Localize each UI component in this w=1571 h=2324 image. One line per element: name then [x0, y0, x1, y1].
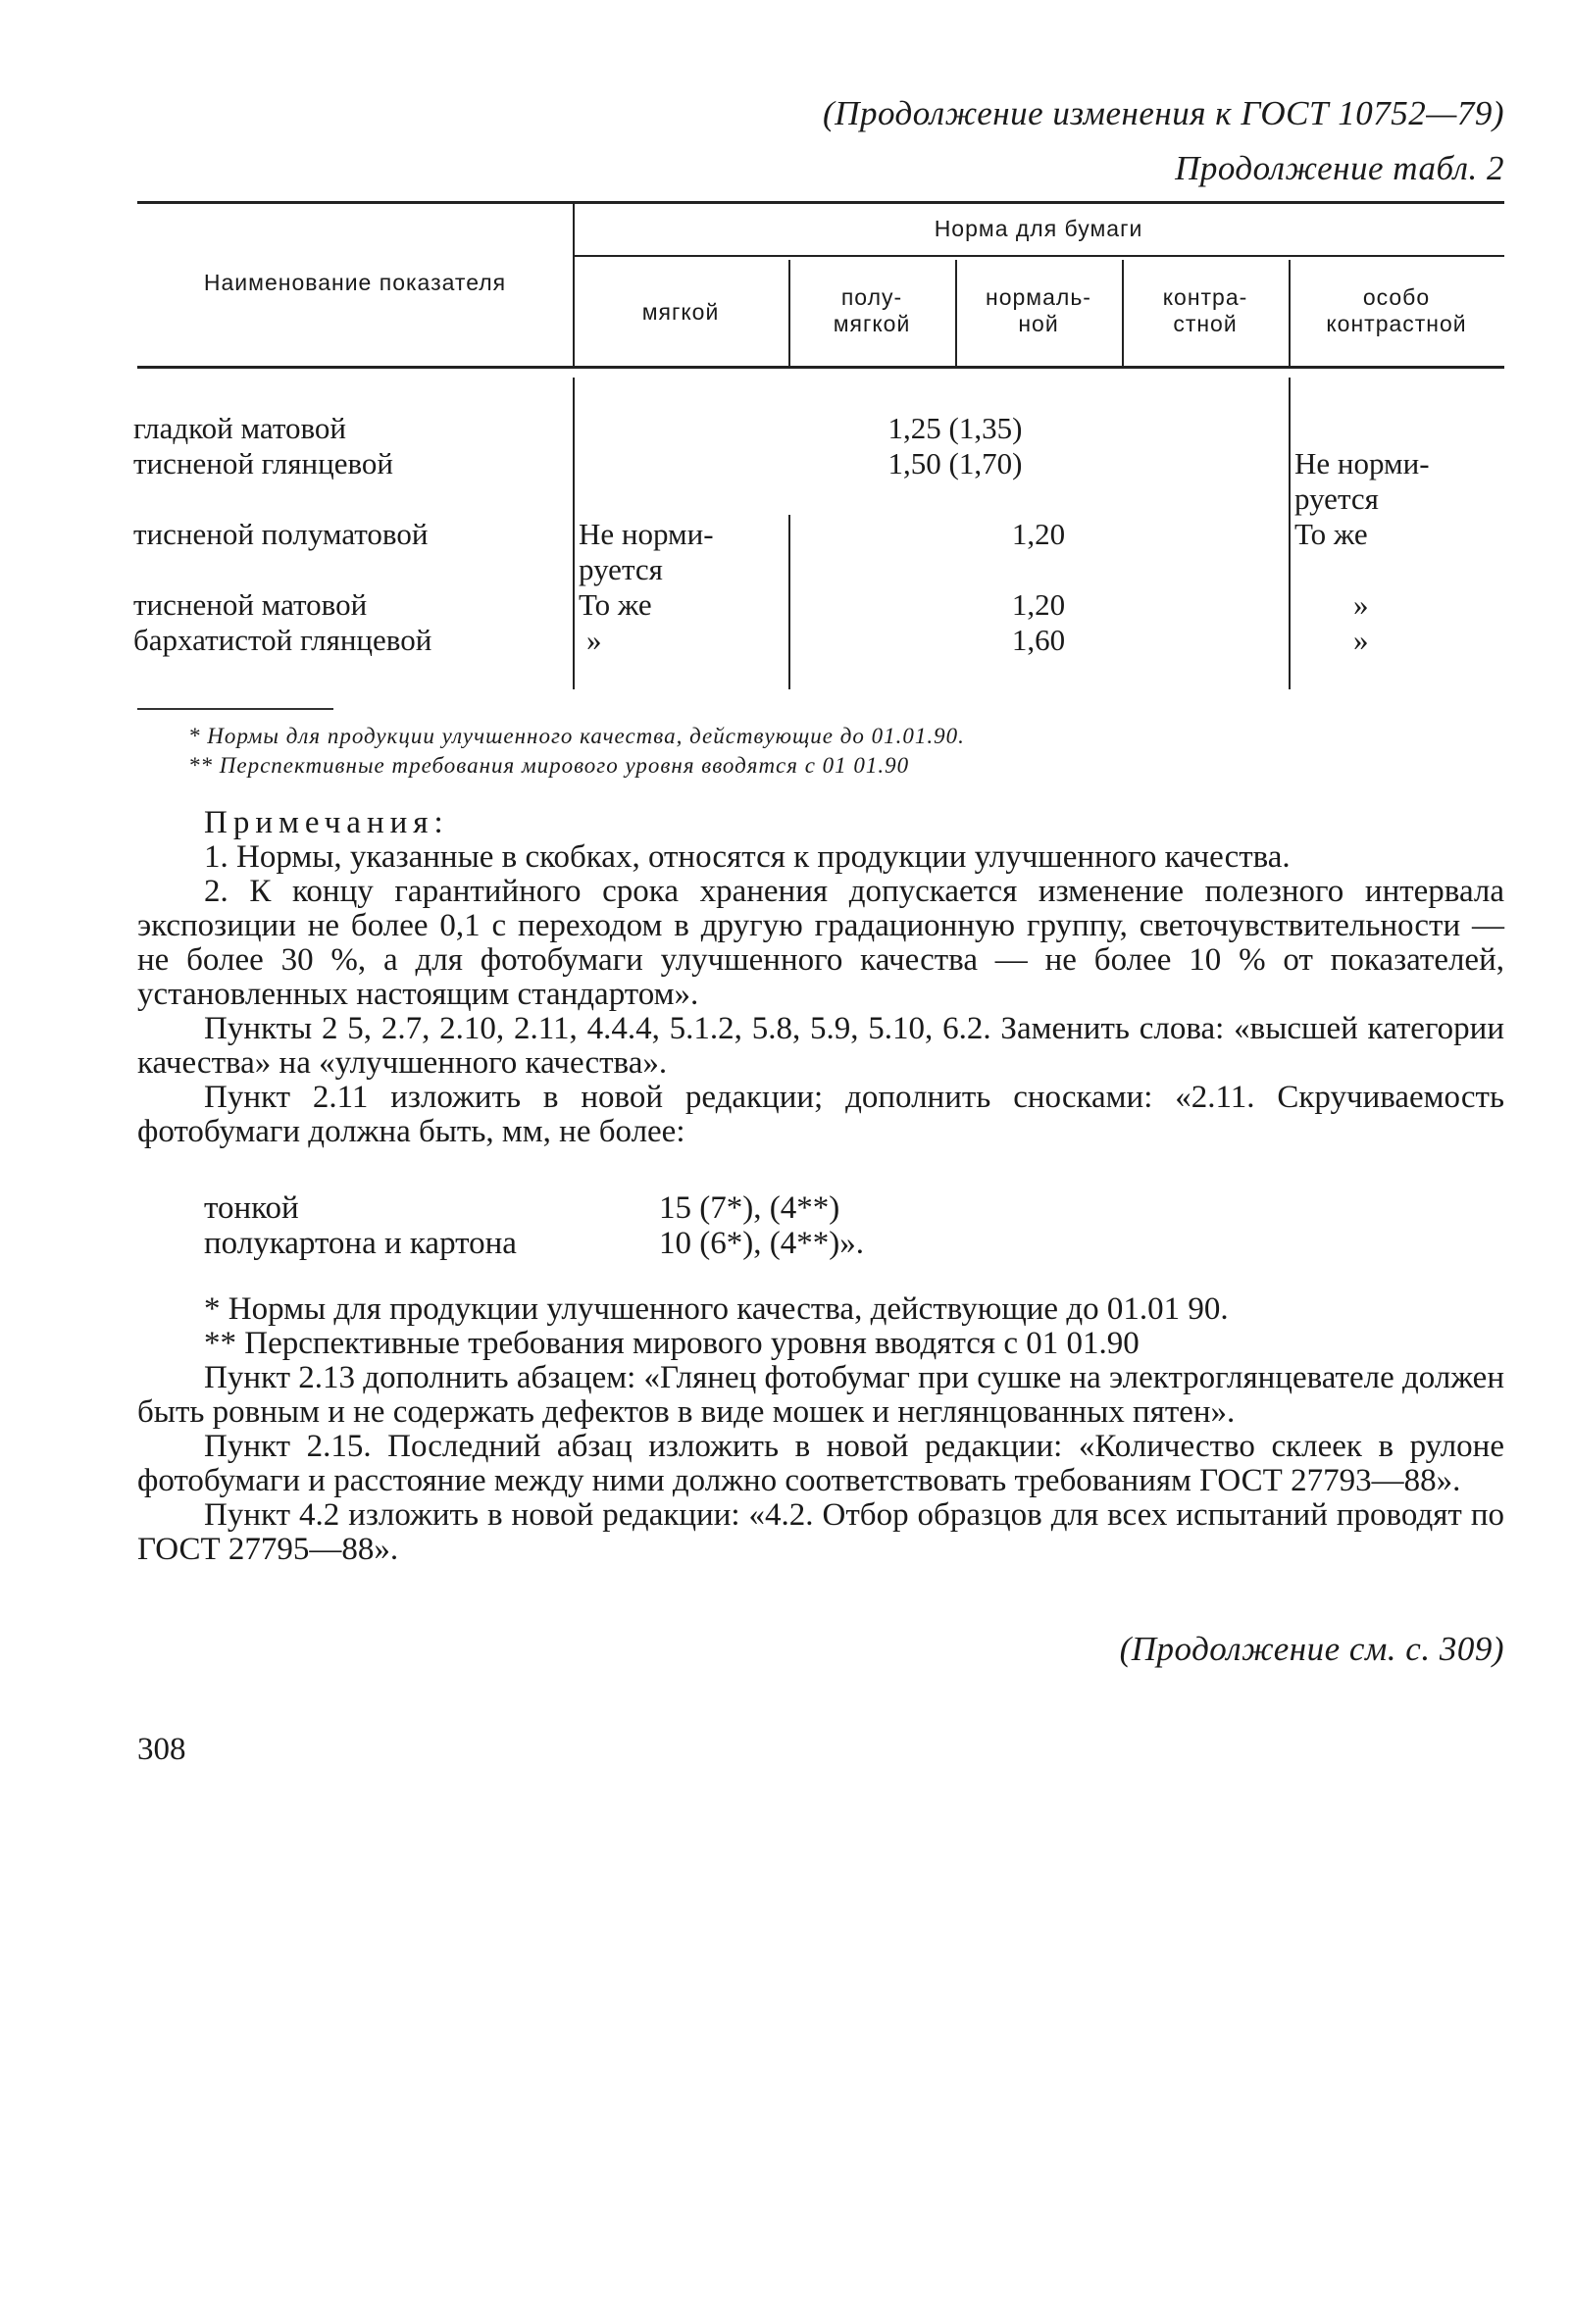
- paragraph-2-13: Пункт 2.13 дополнить абзацем: «Глянец фотобумаг при сушке на электроглянцевателе должен быть ровным и не содержать дефектов в виде мошек и неглянцованных пятен».: [137, 1360, 1504, 1430]
- table-cell-soft: »: [586, 623, 602, 657]
- footnote-rule: [137, 708, 333, 710]
- table-cell-special: »: [1353, 587, 1369, 622]
- table-continuation-label: Продолжение табл. 2: [1175, 149, 1504, 187]
- table-row-name: гладкой матовой: [133, 411, 346, 445]
- table-cell-merged: 1,20: [1011, 517, 1066, 551]
- curl-cardboard-label: полукартона и картона: [204, 1226, 517, 1261]
- curl-thin-label: тонкой: [204, 1190, 299, 1226]
- curl-cardboard-value: 10 (6*), (4**)».: [659, 1226, 864, 1261]
- paragraph-items-replace: Пункты 2 5, 2.7, 2.10, 2.11, 4.4.4, 5.1.2, 5.8, 5.9, 5.10, 6.2. Заменить слова: «высшей категории качества» на «улучшенного качества».: [137, 1011, 1504, 1081]
- paragraph-4-2: Пункт 4.2 изложить в новой редакции: «4.2. Отбор образцов для всех испытаний проводят по ГОСТ 27795—88».: [137, 1497, 1504, 1567]
- header-indicator: Наименование показателя: [203, 270, 507, 295]
- table-cell-special: Не норми- руется: [1294, 446, 1430, 516]
- notes-title: Примечания:: [204, 805, 449, 840]
- footnote-1: * Нормы для продукции улучшенного качества, действующие до 01.01 90.: [204, 1291, 1229, 1327]
- table-cell-merged: 1,25 (1,35): [887, 411, 1023, 445]
- table-cell-soft: То же: [579, 587, 652, 622]
- table-cell-special: То же: [1294, 517, 1368, 551]
- header-norm-group: Норма для бумаги: [934, 216, 1143, 241]
- table-top-rule: [137, 201, 1504, 204]
- table-row-name: тисненой матовой: [133, 587, 368, 622]
- group-rule: [573, 255, 1504, 257]
- header-col-contrast: контра- стной: [1162, 284, 1248, 336]
- note-1: 1. Нормы, указанные в скобках, относятся к продукции улучшенного качества.: [204, 839, 1291, 875]
- continuation-header: (Продолжение изменения к ГОСТ 10752—79): [823, 94, 1504, 132]
- table-cell-merged: 1,20: [1011, 587, 1066, 622]
- table-footnote-2: ** Перспективные требования мирового уровня вводятся с 01 01.90: [188, 753, 910, 778]
- table-row-name: тисненой полуматовой: [133, 517, 429, 551]
- table-footnote-1: * Нормы для продукции улучшенного качества, действующие до 01.01.90.: [188, 724, 965, 748]
- body-block: [137, 1292, 1504, 1567]
- table-row-name: бархатистой глянцевой: [133, 623, 432, 657]
- header-col-soft: мягкой: [641, 299, 720, 325]
- notes-block: [137, 806, 1504, 1149]
- page-number: 308: [137, 1732, 186, 1767]
- paragraph-2-15: Пункт 2.15. Последний абзац изложить в новой редакции: «Количество склеек в рулоне фотобумаги и расстояние между ними должно соответствовать требованиям ГОСТ 27793—88».: [137, 1429, 1504, 1498]
- table-row-name: тисненой глянцевой: [133, 446, 393, 480]
- header-col-normal: нормаль- ной: [986, 284, 1091, 336]
- table-cell-merged: 1,60: [1011, 623, 1066, 657]
- table-cell-soft: Не норми- руется: [579, 517, 714, 586]
- header-bottom-rule: [137, 366, 1504, 369]
- table-cell-special: »: [1353, 623, 1369, 657]
- paragraph-2-11: Пункт 2.11 изложить в новой редакции; дополнить сносками: «2.11. Скручиваемость фотобумаги должна быть, мм, не более:: [137, 1080, 1504, 1149]
- header-col-extra-contrast: особо контрастной: [1326, 284, 1467, 336]
- curl-thin-value: 15 (7*), (4**): [659, 1190, 840, 1226]
- continued-note: (Продолжение см. с. 309): [1119, 1630, 1504, 1668]
- table-cell-merged: 1,50 (1,70): [887, 446, 1023, 480]
- header-col-semisoft: полу- мягкой: [833, 284, 911, 336]
- footnote-2: ** Перспективные требования мирового уровня вводятся с 01 01.90: [204, 1326, 1140, 1361]
- note-2: 2. К концу гарантийного срока хранения допускается изменение полезного интервала экспозиции не более 0,1 с переходом в другую градационную группу, светочувствительности — не более 30 %, а для фотобумаги улучшенного качества — не более 10 % от показателей, установленных настоящим стандартом».: [137, 874, 1504, 1012]
